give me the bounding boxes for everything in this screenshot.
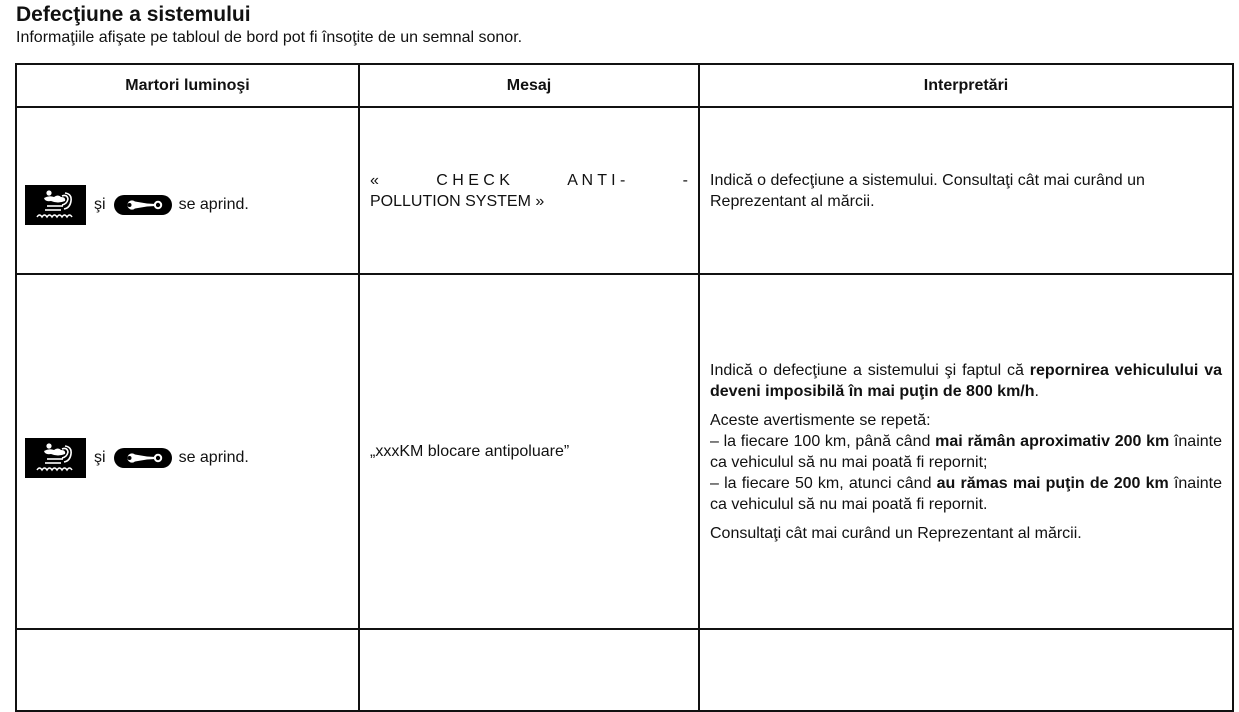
lamps-group — [27, 185, 348, 225]
page-title: Defecţiune a sistemului — [16, 3, 251, 26]
interpretation-text: Indică o defecţiune a sistemului. Consultaţi cât mai curând un Reprezentant al mărcii. — [710, 171, 1145, 210]
message-part: C H E C K — [436, 171, 510, 189]
interpretation-cell — [699, 107, 1233, 274]
text-run: . — [1034, 382, 1039, 400]
and-word: şi — [94, 196, 106, 213]
message-cell — [359, 629, 699, 711]
and-word: şi — [94, 449, 106, 466]
message-cell — [359, 274, 699, 629]
message-part: - — [682, 171, 688, 189]
text-run: – la fiecare 50 km, atunci când — [710, 474, 937, 492]
emphasis-text: au rămas mai puţin de 200 km — [936, 474, 1169, 492]
interpretation-cell — [699, 274, 1233, 629]
lamps-group — [27, 438, 348, 478]
table-row — [16, 629, 1233, 711]
table-header-row — [16, 64, 1233, 107]
table-row — [16, 107, 1233, 274]
message-part: « — [370, 171, 379, 189]
header-warning-lights: Martori luminoşi — [16, 64, 359, 107]
header-message: Mesaj — [359, 64, 699, 107]
emphasis-text: repornirea vehiculului va deveni imposibilă în mai puţin de 800 km/h — [710, 361, 1222, 400]
table-row — [16, 274, 1233, 629]
repeat-item — [710, 431, 1222, 473]
lamps-lit-text: se aprind. — [178, 196, 249, 213]
message-part: A N T I - — [567, 171, 626, 189]
message-line-2: POLLUTION SYSTEM » — [370, 192, 545, 210]
warning-lights-table — [15, 63, 1234, 712]
text-run: înainte ca vehiculul să nu mai poată fi repornit; — [710, 432, 1223, 471]
emission-warning-icon — [25, 185, 86, 225]
service-wrench-icon — [114, 448, 172, 468]
interpretation-cell — [699, 629, 1233, 711]
text-run: înainte ca vehiculul să nu mai poată fi repornit. — [710, 474, 1222, 513]
service-wrench-icon — [114, 195, 172, 215]
lamps-lit-text: se aprind. — [178, 449, 249, 466]
text-run: Indică o defecţiune a sistemului şi faptul că — [710, 361, 1030, 379]
message-line-1 — [370, 170, 688, 191]
message-text: „xxxKM blocare antipoluare” — [370, 443, 570, 460]
lamps-cell — [16, 107, 359, 274]
message-cell — [359, 107, 699, 274]
header-interpretations: Interpretări — [699, 64, 1233, 107]
text-run: Aceste avertismente se repetă: — [710, 411, 931, 429]
interpretation-paragraph: Consultaţi cât mai curând un Reprezentant al mărcii. — [710, 524, 1082, 542]
interpretation-paragraph — [710, 410, 1222, 515]
lamps-cell — [16, 629, 359, 711]
lamps-cell — [16, 274, 359, 629]
repeat-item — [710, 473, 1222, 515]
text-run: – la fiecare 100 km, până când — [710, 432, 936, 450]
emphasis-text: mai rămân aproximativ 200 km — [935, 432, 1170, 450]
interpretation-paragraph — [710, 360, 1222, 402]
emission-warning-icon — [25, 438, 86, 478]
page-subtitle: Informaţiile afişate pe tabloul de bord pot fi însoţite de un semnal sonor. — [16, 29, 523, 46]
